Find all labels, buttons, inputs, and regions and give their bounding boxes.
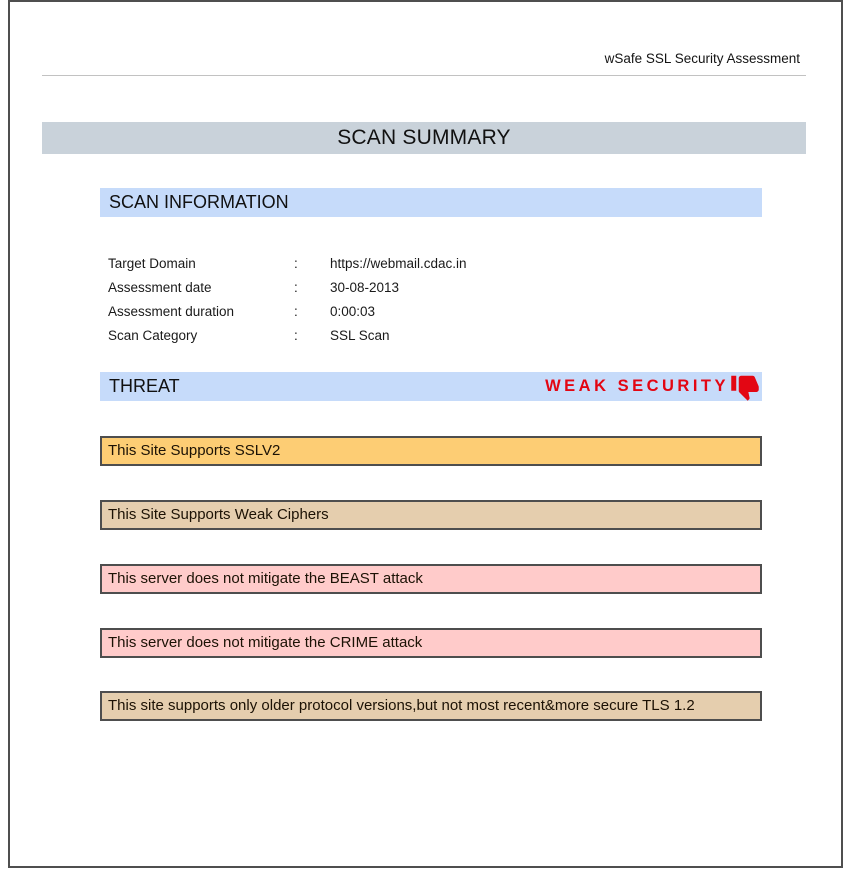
scan-info-value: https://webmail.cdac.in [330, 256, 467, 271]
scan-info-label: Target Domain [108, 256, 196, 271]
page-title: SCAN SUMMARY [42, 122, 806, 154]
threat-item: This site supports only older protocol versions,but not most recent&more secure TLS 1.2 [100, 691, 762, 721]
scan-info-table [108, 252, 668, 348]
threat-heading: THREAT [109, 376, 180, 396]
scan-info-separator: : [294, 328, 298, 343]
scan-info-row [108, 324, 668, 348]
scan-info-separator: : [294, 256, 298, 271]
scan-info-separator: : [294, 304, 298, 319]
security-verdict [545, 372, 760, 402]
scan-info-separator: : [294, 280, 298, 295]
header-divider [42, 75, 806, 76]
scan-info-row [108, 252, 668, 276]
threat-heading-bar [100, 372, 762, 401]
scan-info-label: Assessment date [108, 280, 212, 295]
scan-information-heading: SCAN INFORMATION [100, 188, 762, 217]
thumbs-down-icon [730, 372, 760, 402]
scan-info-row [108, 276, 668, 300]
threat-item: This server does not mitigate the CRIME attack [100, 628, 762, 658]
threat-item: This Site Supports Weak Ciphers [100, 500, 762, 530]
security-verdict-label: WEAK SECURITY [545, 377, 729, 396]
threat-item: This server does not mitigate the BEAST attack [100, 564, 762, 594]
scan-info-value: SSL Scan [330, 328, 390, 343]
scan-info-value: 30-08-2013 [330, 280, 400, 295]
report-header: wSafe SSL Security Assessment [604, 51, 800, 66]
scan-info-label: Scan Category [108, 328, 198, 343]
threat-item: This Site Supports SSLV2 [100, 436, 762, 466]
scan-info-value: 0:00:03 [330, 304, 376, 319]
scan-info-label: Assessment duration [108, 304, 235, 319]
scan-info-row [108, 300, 668, 324]
